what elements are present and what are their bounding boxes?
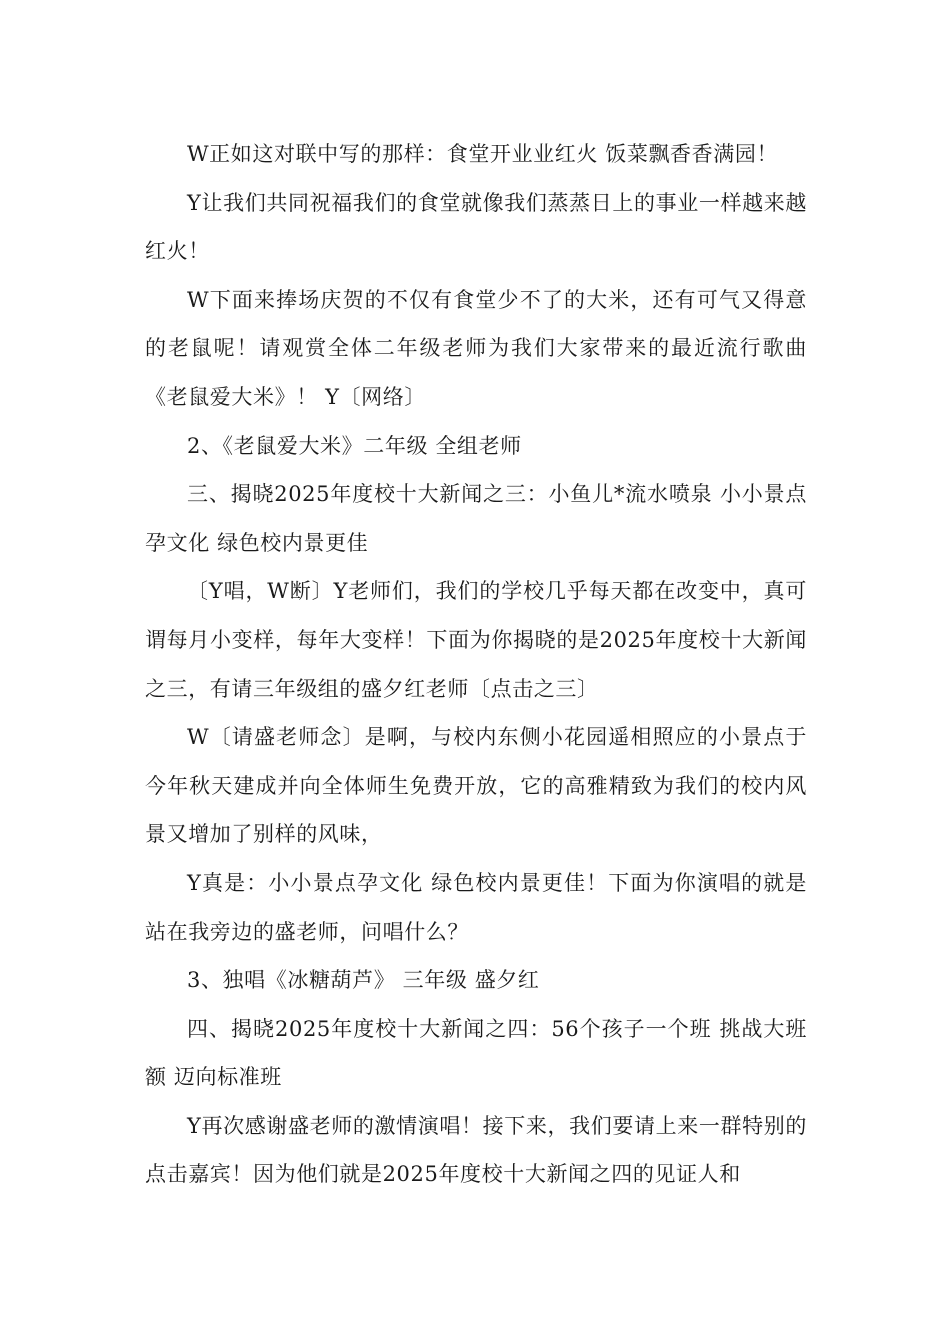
paragraph: Y让我们共同祝福我们的食堂就像我们蒸蒸日上的事业一样越来越红火！ [145, 190, 807, 264]
paragraph: 2、《老鼠爱大米》二年级 全组老师 [187, 433, 522, 458]
paragraph: W〔请盛老师念〕是啊，与校内东侧小花园遥相照应的小景点于今年秋天建成并向全体师生免费开放，它的高雅精致为我们的校内风景又增加了别样的风味， [145, 725, 807, 847]
paragraph: 3、独唱《冰糖葫芦》 三年级 盛夕红 [187, 968, 540, 993]
paragraph: 三、揭晓2025年度校十大新闻之三：小鱼儿*流水喷泉 小小景点孕文化 绿色校内景更佳 [145, 482, 807, 555]
paragraph: 四、揭晓2025年度校十大新闻之四：56个孩子一个班 挑战大班额 迈向标准班 [145, 1016, 807, 1090]
paragraph: W正如这对联中写的那样：食堂开业业红火 饭菜飘香香满园！ [187, 142, 779, 166]
paragraph: Y再次感谢盛老师的激情演唱！接下来，我们要请上来一群特别的点击嘉宾！因为他们就是2025年度校十大新闻之四的见证人和 [145, 1113, 807, 1187]
paragraph: W下面来捧场庆贺的不仅有食堂少不了的大米，还有可气又得意的老鼠呢！请观赏全体二年级老师为我们大家带来的最近流行歌曲《老鼠爱大米》！ Y〔网络〕 [145, 287, 807, 409]
paragraph: 〔Y唱，W断〕Y老师们，我们的学校几乎每天都在改变中，真可谓每月小变样，每年大变样！下面为你揭晓的是2025年度校十大新闻之三，有请三年级组的盛夕红老师〔点击之三〕 [145, 579, 807, 701]
document-body [145, 130, 807, 1199]
paragraph: Y真是：小小景点孕文化 绿色校内景更佳！下面为你演唱的就是站在我旁边的盛老师，问唱什么？ [145, 870, 807, 944]
